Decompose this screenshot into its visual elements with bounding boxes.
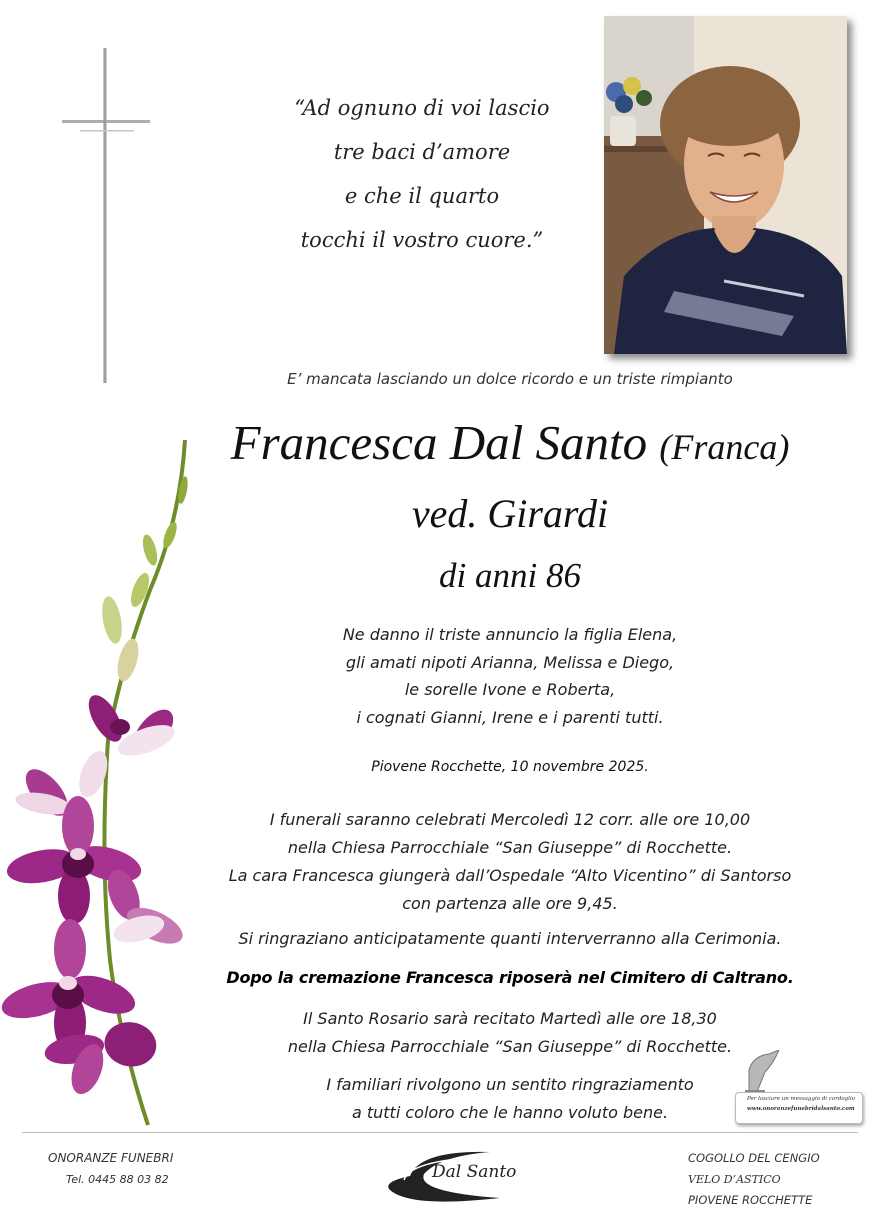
footer-contact xyxy=(48,1148,173,1190)
logo-text: Dal Santo xyxy=(432,1162,517,1182)
cremation-text: Dopo la cremazione Francesca riposerà nel Cimitero di Caltrano. xyxy=(226,968,794,987)
family-thanks-line: I familiari rivolgono un sentito ringraziamento xyxy=(326,1075,694,1094)
announcement-line: gli amati nipoti Arianna, Melissa e Diego, xyxy=(345,652,675,672)
quote-line: “Ad ognuno di voi lascio xyxy=(294,96,550,120)
footer-locations xyxy=(688,1148,820,1211)
announcement-line: i cognati Gianni, Irene e i parenti tutti. xyxy=(356,707,664,727)
rosary-line: nella Chiesa Parrocchiale “San Giuseppe” di Rocchette. xyxy=(287,1037,733,1056)
married-name: ved. Girardi xyxy=(411,491,609,536)
family-thanks-line: a tutti coloro che le hanno voluto bene. xyxy=(351,1103,669,1122)
family-thanks xyxy=(200,1071,820,1127)
funeral-line: I funerali saranno celebrati Mercoledì 12 corr. alle ore 10,00 xyxy=(269,810,751,829)
portrait-photo xyxy=(604,16,847,354)
place-date: Piovene Rocchette, 10 novembre 2025. xyxy=(371,759,649,775)
quote-line: tocchi il vostro cuore.” xyxy=(300,228,544,252)
orchid-flower-icon xyxy=(0,440,200,1130)
intro-text: E’ mancata lasciando un dolce ricordo e un triste rimpianto xyxy=(287,370,733,388)
footer-location: VELO D’ASTICO xyxy=(688,1173,781,1186)
deceased-name-line xyxy=(200,414,820,471)
footer-location: COGOLLO DEL CENGIO xyxy=(688,1151,820,1165)
quill-icon xyxy=(743,1050,783,1096)
funeral-line: nella Chiesa Parrocchiale “San Giuseppe” di Rocchette. xyxy=(287,838,733,857)
rosary-line: Il Santo Rosario sarà recitato Martedì alle ore 18,30 xyxy=(303,1009,717,1028)
condolence-link[interactable] xyxy=(735,1050,863,1124)
condolence-url[interactable]: www.onoranzefunebridalsanto.com xyxy=(747,1106,855,1112)
announcement-line: Ne danno il triste annuncio la figlia Elena, xyxy=(342,625,678,644)
funeral-details xyxy=(200,806,820,918)
quote-line: tre baci d’amore xyxy=(333,140,511,164)
age-text: di anni 86 xyxy=(439,556,581,595)
memorial-quote xyxy=(262,86,582,262)
footer-location: PIOVENE ROCCHETTE xyxy=(688,1193,813,1207)
quote-line: e che il quarto xyxy=(344,184,500,208)
announcement-line: le sorelle Ivone e Roberta, xyxy=(404,680,616,699)
footer-divider xyxy=(22,1132,858,1133)
condolence-caption: Per lasciare un messaggio di cordoglio xyxy=(747,1096,856,1102)
funeral-line: con partenza alle ore 9,45. xyxy=(402,894,618,913)
deceased-name: Francesca Dal Santo xyxy=(230,415,648,470)
funeral-line: La cara Francesca giungerà dall’Ospedale “Alto Vicentino” di Santorso xyxy=(228,866,792,885)
cross-icon xyxy=(60,48,160,388)
footer-phone: Tel. 0445 88 03 82 xyxy=(66,1173,169,1186)
footer-company-label: ONORANZE FUNEBRI xyxy=(48,1151,174,1165)
thanks-text: Si ringraziano anticipatamente quanti interverranno alla Cerimonia. xyxy=(238,929,782,948)
rosary-details xyxy=(200,1005,820,1061)
deceased-nickname: (Franca) xyxy=(659,427,790,467)
announcement xyxy=(200,621,820,731)
